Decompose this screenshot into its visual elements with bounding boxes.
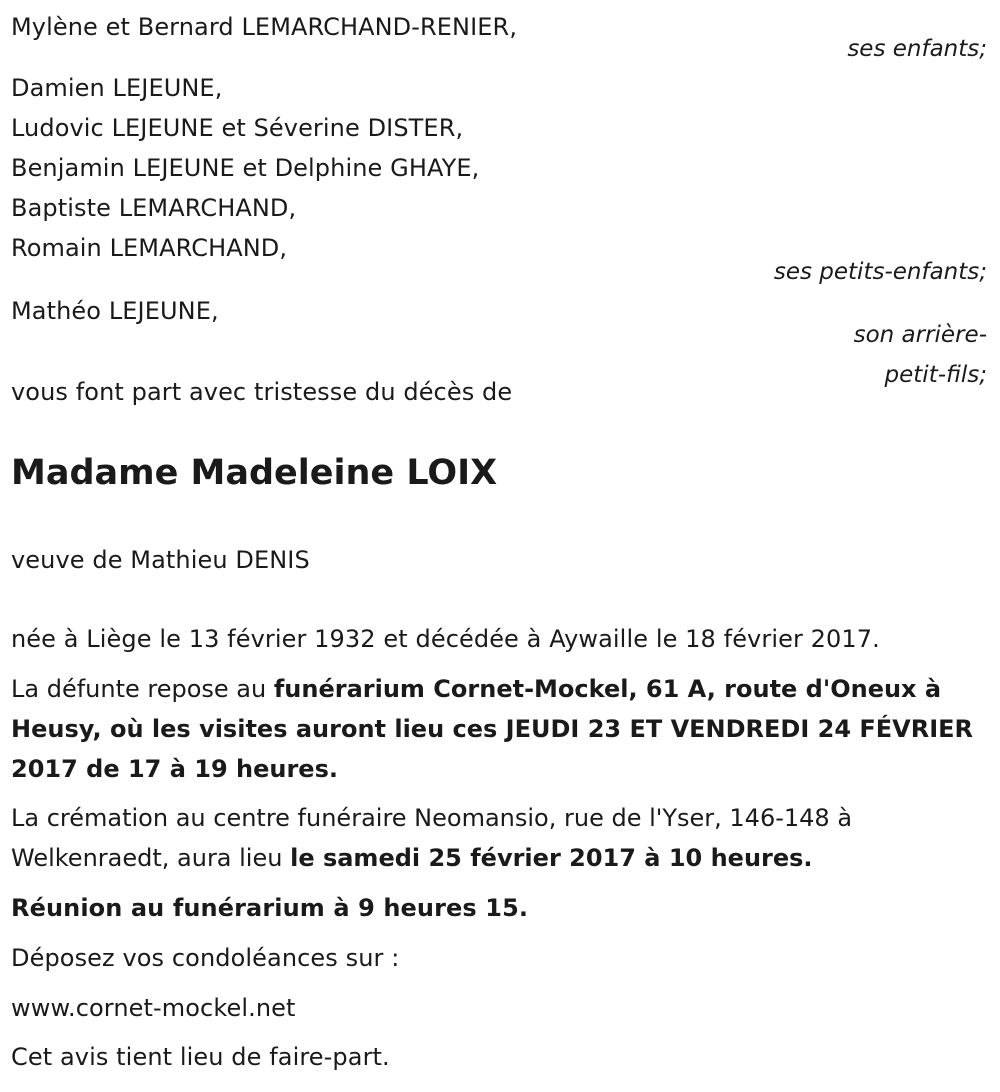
website-link[interactable]: www.cornet-mockel.net bbox=[11, 994, 296, 1022]
cremation-date: le samedi 25 février 2017 à 10 heures. bbox=[290, 844, 813, 872]
cremation-intro: La crémation au centre funéraire Neomansio, rue de l'Yser, 146-148 à Welkenraedt, aura lieu bbox=[11, 804, 853, 872]
grandchild-name-5: Romain LEMARCHAND, bbox=[11, 234, 288, 262]
grandchild-name-1: Damien LEJEUNE, bbox=[11, 74, 223, 102]
announcement-text: vous font part avec tristesse du décès de bbox=[11, 378, 513, 406]
deceased-name: Madame Madeleine LOIX bbox=[11, 453, 498, 493]
grandchild-name-4: Baptiste LEMARCHAND, bbox=[11, 194, 297, 222]
meeting-text: Réunion au funérarium à 9 heures 15. bbox=[11, 894, 529, 922]
children-names: Mylène et Bernard LEMARCHAND-RENIER, bbox=[11, 13, 518, 41]
grandchild-name-3: Benjamin LEJEUNE et Delphine GHAYE, bbox=[11, 154, 480, 182]
children-role: ses enfants; bbox=[847, 36, 987, 62]
visitation-paragraph bbox=[11, 669, 986, 789]
condolences-text: Déposez vos condoléances sur : bbox=[11, 944, 400, 972]
birth-death-dates: née à Liège le 13 février 1932 et décédée à Aywaille le 18 février 2017. bbox=[11, 625, 880, 653]
grandchildren-role: ses petits-enfants; bbox=[773, 259, 987, 285]
great-grandchild-name: Mathéo LEJEUNE, bbox=[11, 297, 219, 325]
visitation-details: funérarium Cornet-Mockel, 61 A, route d'Oneux à Heusy, où les visites auront lieu ces JEUDI 23 ET VENDREDI 24 FÉVRIER 2017 de 17 à 19 heures. bbox=[11, 675, 974, 783]
widow-of: veuve de Mathieu DENIS bbox=[11, 546, 310, 574]
grandchild-name-2: Ludovic LEJEUNE et Séverine DISTER, bbox=[11, 114, 464, 142]
cremation-paragraph bbox=[11, 798, 986, 878]
visitation-intro: La défunte repose au bbox=[11, 675, 274, 703]
great-grandchild-role-line1: son arrière- bbox=[853, 322, 987, 348]
great-grandchild-role-line2: petit-fils; bbox=[884, 362, 987, 388]
notice-text: Cet avis tient lieu de faire-part. bbox=[11, 1043, 390, 1071]
